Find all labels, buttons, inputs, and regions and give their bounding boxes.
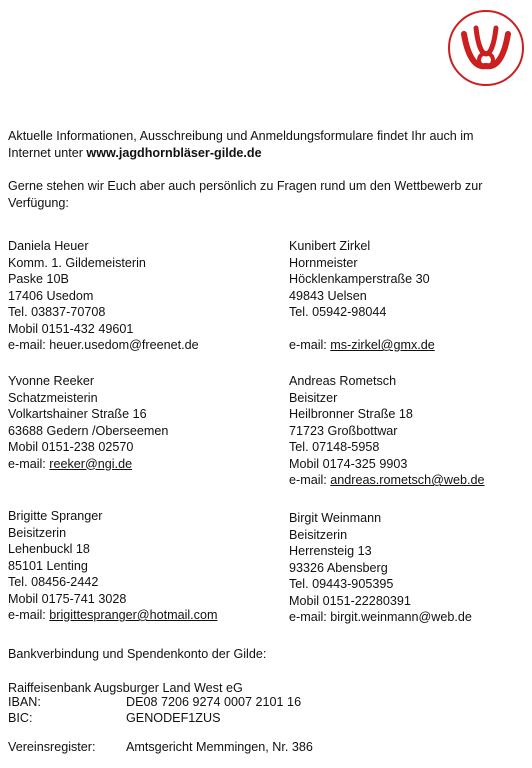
bank-name: Raiffeisenbank Augsburger Land West eG — [8, 681, 243, 695]
contact-tel: Tel. 09443-905395 — [289, 577, 394, 591]
contact-mobil: Mobil 0151-432 49601 — [8, 321, 134, 336]
contact-name: Birgit Weinmann — [289, 511, 382, 525]
contact-city: 85101 Lenting — [8, 558, 88, 573]
contact-reeker — [8, 373, 168, 472]
register-label: Vereinsregister: — [8, 740, 96, 754]
website-link[interactable]: www.jagdhornbläser-gilde.de — [86, 146, 262, 160]
contact-mobil: Mobil 0174-325 9903 — [289, 456, 408, 471]
email-prefix: e-mail: — [289, 473, 327, 487]
contact-rometsch — [289, 373, 485, 489]
contact-email-line — [289, 609, 472, 626]
bic-value: GENODEF1ZUS — [126, 711, 221, 725]
contact-name: Andreas Rometsch — [289, 374, 397, 388]
contact-role: Beisitzer — [289, 390, 338, 405]
intro-paragraph — [8, 128, 518, 162]
contact-street: Volkartshainer Straße 16 — [8, 407, 147, 421]
contact-name: Kunibert Zirkel — [289, 239, 371, 253]
contact-city: 63688 Gedern /Oberseemen — [8, 423, 169, 438]
email-prefix: e-mail: — [8, 608, 46, 622]
iban-value: DE08 7206 9274 0007 2101 16 — [126, 695, 302, 709]
contact-street: Herrensteig 13 — [289, 544, 372, 558]
contact-weinmann — [289, 510, 472, 626]
email-link[interactable]: birgit.weinmann@web.de — [330, 610, 472, 624]
contact-role: Komm. 1. Gildemeisterin — [8, 255, 146, 270]
contact-email-line — [289, 337, 435, 354]
register-value: Amtsgericht Memmingen, Nr. 386 — [126, 740, 313, 754]
guild-logo — [446, 8, 526, 88]
contact-role: Beisitzerin — [289, 527, 348, 542]
contact-name: Yvonne Reeker — [8, 374, 95, 388]
contact-name: Daniela Heuer — [8, 239, 89, 253]
contact-city: 93326 Abensberg — [289, 560, 388, 575]
contact-street: Lehenbuckl 18 — [8, 542, 90, 556]
contact-role: Beisitzerin — [8, 525, 67, 540]
contact-email-line — [8, 456, 168, 473]
intro-text: Aktuelle Informationen, Ausschreibung und Anmeldungsformulare findet Ihr auch im Internet unter — [8, 129, 474, 160]
contact-tel: Tel. 05942-98044 — [289, 305, 387, 319]
spacer — [289, 321, 435, 338]
email-link[interactable]: ms-zirkel@gmx.de — [330, 338, 435, 352]
bank-heading: Bankverbindung und Spendenkonto der Gilde: — [8, 647, 267, 661]
email-prefix: e-mail: — [8, 338, 46, 352]
contact-street: Paske 10B — [8, 272, 69, 286]
contact-tel: Tel. 08456-2442 — [8, 575, 99, 589]
contact-mobil: Mobil 0151-22280391 — [289, 593, 411, 608]
contact-city: 49843 Uelsen — [289, 288, 367, 303]
email-prefix: e-mail: — [289, 610, 327, 624]
contact-mobil: Mobil 0151-238 02570 — [8, 440, 134, 454]
contact-street: Heilbronner Straße 18 — [289, 407, 413, 421]
bic-label: BIC: — [8, 711, 33, 725]
contact-zirkel — [289, 238, 435, 354]
contact-email-line — [289, 472, 485, 489]
contact-role: Hornmeister — [289, 255, 358, 270]
contact-street: Höcklenkamperstraße 30 — [289, 272, 430, 286]
contact-role: Schatzmeisterin — [8, 390, 98, 405]
contact-spranger — [8, 508, 217, 624]
intro-paragraph-2: Gerne stehen wir Euch aber auch persönlich zu Fragen rund um den Wettbewerb zur Verfügung: — [8, 179, 483, 210]
contact-email-line — [8, 607, 217, 624]
contact-email-line — [8, 337, 199, 354]
contact-city: 71723 Großbottwar — [289, 423, 398, 438]
email-link[interactable]: reeker@ngi.de — [49, 456, 133, 471]
email-link[interactable]: heuer.usedom@freenet.de — [49, 338, 199, 352]
email-prefix: e-mail: — [8, 456, 46, 471]
iban-label: IBAN: — [8, 695, 41, 709]
contact-heuer — [8, 238, 199, 354]
contact-mobil: Mobil 0175-741 3028 — [8, 591, 127, 606]
contact-tel: Tel. 03837-70708 — [8, 305, 106, 319]
email-link[interactable]: brigittespranger@hotmail.com — [49, 608, 218, 622]
contact-name: Brigitte Spranger — [8, 509, 103, 523]
contact-tel: Tel. 07148-5958 — [289, 440, 380, 454]
email-link[interactable]: andreas.rometsch@web.de — [330, 473, 485, 487]
contact-city: 17406 Usedom — [8, 288, 94, 303]
email-prefix: e-mail: — [289, 338, 327, 352]
